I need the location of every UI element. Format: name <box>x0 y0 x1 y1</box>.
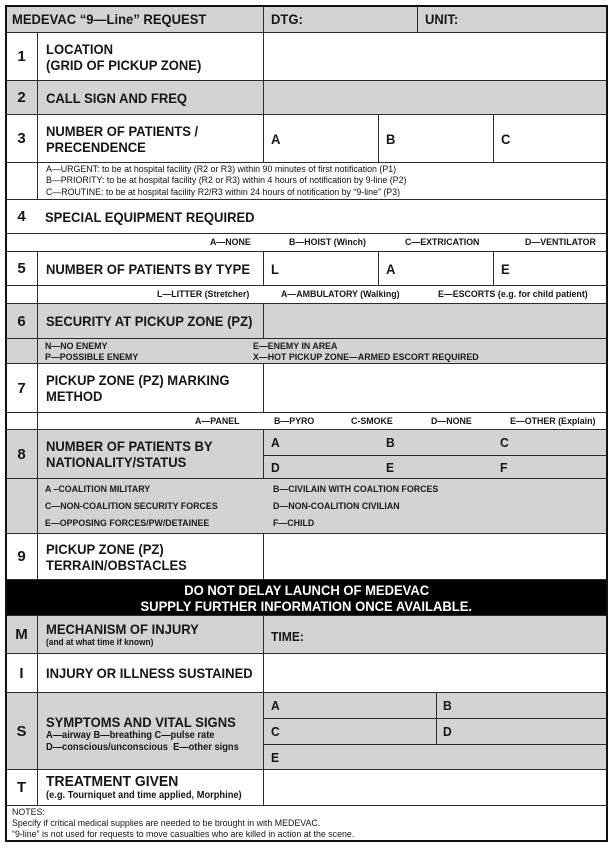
vital-b-field[interactable]: B <box>436 693 607 718</box>
marking-option-none: D—NONE <box>431 415 472 427</box>
type-option-litter: L—LITTER (Stretcher) <box>157 289 250 300</box>
precedence-b-field[interactable] <box>378 115 493 162</box>
time-label: TIME: <box>271 629 304 644</box>
notes-label: NOTES: <box>12 807 45 818</box>
title-line: SYMPTOMS AND VITAL SIGNS <box>46 714 236 730</box>
legend-item: F—CHILD <box>273 518 315 529</box>
legend-item: P—POSSIBLE ENEMY <box>45 352 139 363</box>
security-input[interactable] <box>263 304 607 338</box>
unit-label: UNIT: <box>425 11 459 27</box>
equipment-option-extrication: C—EXTRICATION <box>405 237 480 248</box>
line-number: 9 <box>17 548 26 565</box>
mist-m-row <box>6 615 607 653</box>
note-line: Specify if critical medical supplies are needed to be brought in with MEDEVAC. <box>12 818 321 829</box>
title-line: SECURITY AT PICKUP ZONE (PZ) <box>46 313 253 329</box>
field-letter: E <box>501 260 510 277</box>
title-line: TERRAIN/OBSTACLES <box>46 556 187 573</box>
terrain-obstacles-input[interactable] <box>263 534 607 579</box>
banner-line: DO NOT DELAY LAUNCH OF MEDEVAC <box>184 581 429 598</box>
title-line: PICKUP ZONE (PZ) <box>46 540 164 557</box>
line-3-legend <box>6 162 607 199</box>
legend-item: B—CIVILAIN WITH COALTION FORCES <box>273 484 439 495</box>
call-sign-freq-input[interactable] <box>263 81 607 114</box>
field-letter: B <box>386 130 396 147</box>
nationality-row-1 <box>264 430 607 455</box>
title-line: MECHANISM OF INJURY <box>46 621 199 637</box>
line-1-row <box>6 32 607 80</box>
symptoms-title <box>37 693 263 769</box>
line-9-row <box>6 533 607 579</box>
title-line: NUMBER OF PATIENTS BY TYPE <box>46 260 251 277</box>
mist-s-row <box>6 692 607 769</box>
legend-item: D—NON-COALITION CIVILIAN <box>273 501 400 512</box>
line-6-options <box>6 338 607 363</box>
line-8-title <box>37 430 263 478</box>
escorts-count-field[interactable] <box>493 252 607 285</box>
title-line: TREATMENT GIVEN <box>46 772 179 790</box>
vital-e-field[interactable]: E <box>271 749 280 765</box>
form-title-text: MEDEVAC “9—Line” REQUEST <box>12 11 207 27</box>
line-5-options <box>6 285 607 303</box>
vital-signs-fields <box>263 693 607 769</box>
treatment-title <box>37 770 263 805</box>
vitals-row-3 <box>264 744 607 769</box>
line-1-title <box>37 33 263 80</box>
subtitle-line: D—conscious/unconscious E—other signs <box>46 742 239 753</box>
line-6-title <box>37 304 263 338</box>
litter-count-field[interactable] <box>263 252 378 285</box>
nationality-b-field[interactable]: B <box>386 435 395 450</box>
vitals-row-1 <box>264 693 607 718</box>
line-9-title <box>37 534 263 579</box>
line-3-row <box>6 114 607 162</box>
treatment-input[interactable] <box>263 770 607 805</box>
line-number: 7 <box>17 379 26 397</box>
marking-option-panel: A—PANEL <box>195 415 240 427</box>
subtitle-line: A—airway B—breathing C—pulse rate <box>46 730 215 741</box>
equipment-option-ventilator: D—VENTILATOR <box>525 237 596 248</box>
title-line: NUMBER OF PATIENTS BY <box>46 438 213 454</box>
nationality-e-field[interactable]: E <box>386 459 395 475</box>
line-4-row <box>6 199 607 233</box>
mist-letter: I <box>19 664 24 682</box>
line-6-row <box>6 303 607 338</box>
location-input[interactable] <box>263 33 607 80</box>
field-letter: C <box>501 130 511 147</box>
field-letter: A <box>271 130 281 147</box>
line-number: 6 <box>17 312 26 330</box>
title-line: INJURY OR ILLNESS SUSTAINED <box>46 665 253 681</box>
subtitle-line: (e.g. Tourniquet and time applied, Morphine) <box>46 789 242 801</box>
nationality-fields <box>263 430 607 478</box>
title-line: METHOD <box>46 388 103 404</box>
ambulatory-count-field[interactable] <box>378 252 493 285</box>
legend-item: B—PRIORITY: to be at hospital facility (R2 or R3) within 4 hours of notification by 9-line (P2) <box>46 175 407 187</box>
mist-i-row <box>6 653 607 692</box>
line-4-options <box>6 233 607 251</box>
nationality-row-2 <box>264 455 607 478</box>
banner-line: SUPPLY FURTHER INFORMATION ONCE AVAILABLE. <box>140 597 473 614</box>
mist-t-row <box>6 769 607 805</box>
injury-input[interactable] <box>263 654 607 692</box>
unit-field[interactable] <box>417 6 607 32</box>
mechanism-title <box>37 616 263 653</box>
line-8-row <box>6 429 607 478</box>
title-line: CALL SIGN AND FREQ <box>46 89 188 106</box>
mist-letter: M <box>15 626 28 643</box>
legend-item: A –COALITION MILITARY <box>45 484 151 495</box>
precedence-a-field[interactable] <box>263 115 378 162</box>
warning-banner-text <box>6 580 607 615</box>
nationality-a-field[interactable]: A <box>271 435 280 450</box>
line-7-title <box>37 364 263 412</box>
nationality-d-field[interactable]: D <box>271 459 280 475</box>
type-option-escorts: E—ESCORTS (e.g. for child patient) <box>438 289 588 300</box>
title-line: NUMBER OF PATIENTS / <box>46 122 199 139</box>
line-3-title <box>37 115 263 162</box>
notes-text <box>6 806 607 841</box>
nationality-c-field[interactable]: C <box>500 435 509 450</box>
precedence-c-field[interactable] <box>493 115 607 162</box>
precedence-legend <box>37 163 607 199</box>
legend-item: A—URGENT: to be at hospital facility (R2 or R3) within 90 minutes of first notification (P1) <box>46 163 397 175</box>
legend-item: E—ENEMY IN AREA <box>253 341 338 352</box>
line-number: 3 <box>17 130 26 147</box>
line-2-row <box>6 80 607 114</box>
vital-d-field[interactable]: D <box>436 719 607 744</box>
title-line: PICKUP ZONE (PZ) MARKING <box>46 372 230 388</box>
line-5-title <box>37 252 263 285</box>
warning-banner <box>6 579 607 615</box>
dtg-field[interactable] <box>263 6 417 32</box>
line-7-options <box>6 412 607 429</box>
title-line: LOCATION <box>46 40 114 57</box>
vitals-row-2 <box>264 718 607 744</box>
nationality-legend-right <box>273 481 451 532</box>
mechanism-time-input[interactable] <box>263 616 607 653</box>
line-8-options <box>6 478 607 533</box>
line-number: 8 <box>17 445 26 463</box>
title-line: PRECENDENCE <box>46 138 146 155</box>
line-4-title <box>37 200 607 233</box>
vital-c-field[interactable]: C <box>271 724 280 739</box>
line-number: 1 <box>17 48 26 65</box>
mist-letter: S <box>16 722 27 740</box>
equipment-option-none: A—NONE <box>210 237 251 248</box>
line-number: 4 <box>17 208 26 225</box>
mist-letter: T <box>16 779 27 796</box>
line-number: 2 <box>17 89 26 106</box>
legend-item: C—NON-COALITION SECURITY FORCES <box>45 501 218 512</box>
field-letter: A <box>386 260 396 277</box>
security-legend-right <box>253 341 496 363</box>
line-number: 5 <box>17 260 26 277</box>
field-letter: L <box>271 260 279 277</box>
note-line: “9-line” is not used for requests to move casualties who are killed in action at the scene. <box>12 829 355 840</box>
line-7-row <box>6 363 607 412</box>
nationality-legend-left <box>45 481 231 532</box>
line-5-row <box>6 251 607 285</box>
subtitle-line: (and at what time if known) <box>46 637 154 647</box>
security-legend-left <box>45 341 145 363</box>
marking-method-input[interactable] <box>263 364 607 412</box>
equipment-option-hoist: B—HOIST (Winch) <box>289 237 366 248</box>
form-header-row <box>6 6 607 32</box>
title-line: SPECIAL EQUIPMENT REQUIRED <box>45 208 255 225</box>
marking-option-smoke: C-SMOKE <box>351 415 393 427</box>
marking-option-pyro: B—PYRO <box>274 415 315 427</box>
notes-row <box>6 805 607 841</box>
dtg-label: DTG: <box>271 11 303 27</box>
type-option-ambulatory: A—AMBULATORY (Walking) <box>281 289 400 300</box>
injury-title <box>37 654 263 692</box>
title-line: (GRID OF PICKUP ZONE) <box>46 56 202 73</box>
legend-item: E—OPPOSING FORCES/PW/DETAINEE <box>45 518 210 529</box>
nationality-f-field[interactable]: F <box>500 459 508 475</box>
legend-item: X—HOT PICKUP ZONE—ARMED ESCORT REQUIRED <box>253 352 479 363</box>
legend-item: N—NO ENEMY <box>45 341 108 352</box>
form-title <box>6 6 263 32</box>
vital-a-field[interactable]: A <box>271 698 280 713</box>
line-2-title <box>37 81 263 114</box>
marking-option-other: E—OTHER (Explain) <box>510 415 596 427</box>
title-line: NATIONALITY/STATUS <box>46 454 187 470</box>
legend-item: C—ROUTINE: to be at hospital facility R2/R3 within 24 hours of notification by “9-line” (P3) <box>46 186 401 198</box>
